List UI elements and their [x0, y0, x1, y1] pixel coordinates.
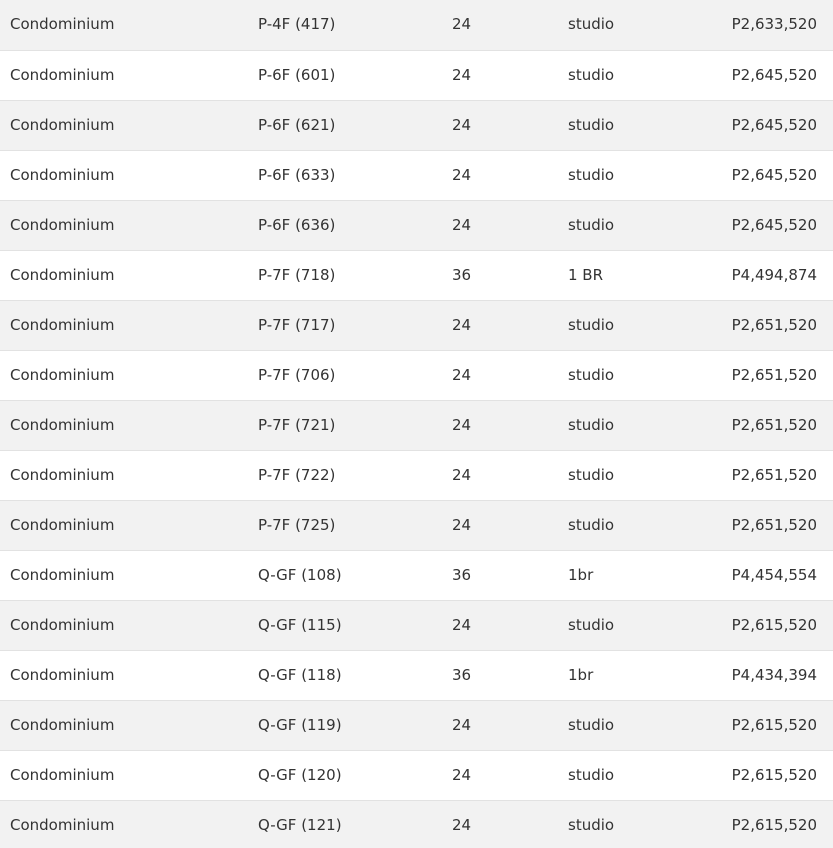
table-row: [0, 300, 833, 350]
price-cell: P2,651,520: [718, 500, 833, 550]
table-row: [0, 750, 833, 800]
property-type-cell: Condominium: [0, 800, 258, 848]
unit-layout-cell: 1br: [568, 550, 718, 600]
unit-cell: Q-GF (118): [258, 650, 452, 700]
price-cell: P2,645,520: [718, 50, 833, 100]
property-type-cell: Condominium: [0, 650, 258, 700]
price-cell: P2,633,520: [718, 0, 833, 50]
unit-layout-cell: studio: [568, 100, 718, 150]
unit-layout-cell: studio: [568, 750, 718, 800]
price-cell: P2,651,520: [718, 350, 833, 400]
table-row: [0, 350, 833, 400]
table-row: [0, 700, 833, 750]
unit-layout-cell: studio: [568, 350, 718, 400]
unit-cell: P-4F (417): [258, 0, 452, 50]
floor-area-cell: 24: [452, 300, 568, 350]
floor-area-cell: 24: [452, 700, 568, 750]
table-row: [0, 650, 833, 700]
floor-area-cell: 24: [452, 100, 568, 150]
price-cell: P2,651,520: [718, 300, 833, 350]
property-type-cell: Condominium: [0, 450, 258, 500]
table-row: [0, 100, 833, 150]
property-type-cell: Condominium: [0, 100, 258, 150]
table-row: [0, 250, 833, 300]
price-cell: P2,615,520: [718, 600, 833, 650]
property-type-cell: Condominium: [0, 300, 258, 350]
table-row: [0, 150, 833, 200]
unit-cell: Q-GF (115): [258, 600, 452, 650]
table-row: [0, 200, 833, 250]
floor-area-cell: 36: [452, 550, 568, 600]
property-type-cell: Condominium: [0, 700, 258, 750]
unit-cell: Q-GF (108): [258, 550, 452, 600]
floor-area-cell: 24: [452, 200, 568, 250]
floor-area-cell: 24: [452, 450, 568, 500]
floor-area-cell: 36: [452, 650, 568, 700]
unit-layout-cell: studio: [568, 50, 718, 100]
floor-area-cell: 24: [452, 750, 568, 800]
price-cell: P2,651,520: [718, 400, 833, 450]
price-cell: P4,494,874: [718, 250, 833, 300]
unit-cell: Q-GF (120): [258, 750, 452, 800]
table-row: [0, 400, 833, 450]
price-cell: P2,645,520: [718, 100, 833, 150]
unit-cell: P-7F (725): [258, 500, 452, 550]
property-type-cell: Condominium: [0, 50, 258, 100]
unit-cell: Q-GF (121): [258, 800, 452, 848]
unit-layout-cell: studio: [568, 450, 718, 500]
price-cell: P2,615,520: [718, 750, 833, 800]
price-cell: P2,645,520: [718, 200, 833, 250]
property-type-cell: Condominium: [0, 600, 258, 650]
table-row: [0, 450, 833, 500]
unit-layout-cell: studio: [568, 300, 718, 350]
unit-layout-cell: studio: [568, 200, 718, 250]
price-cell: P2,615,520: [718, 700, 833, 750]
property-type-cell: Condominium: [0, 150, 258, 200]
price-cell: P4,434,394: [718, 650, 833, 700]
property-type-cell: Condominium: [0, 200, 258, 250]
unit-layout-cell: studio: [568, 0, 718, 50]
table-row: [0, 800, 833, 848]
table-row: [0, 550, 833, 600]
price-cell: P4,454,554: [718, 550, 833, 600]
unit-layout-cell: studio: [568, 700, 718, 750]
price-cell: P2,651,520: [718, 450, 833, 500]
floor-area-cell: 24: [452, 500, 568, 550]
unit-layout-cell: 1br: [568, 650, 718, 700]
unit-cell: Q-GF (119): [258, 700, 452, 750]
table-row: [0, 0, 833, 50]
price-cell: P2,645,520: [718, 150, 833, 200]
floor-area-cell: 24: [452, 150, 568, 200]
unit-cell: P-7F (722): [258, 450, 452, 500]
unit-layout-cell: studio: [568, 400, 718, 450]
unit-layout-cell: 1 BR: [568, 250, 718, 300]
table-row: [0, 500, 833, 550]
unit-layout-cell: studio: [568, 500, 718, 550]
unit-cell: P-7F (717): [258, 300, 452, 350]
unit-layout-cell: studio: [568, 800, 718, 848]
floor-area-cell: 24: [452, 50, 568, 100]
floor-area-cell: 24: [452, 600, 568, 650]
property-type-cell: Condominium: [0, 400, 258, 450]
property-type-cell: Condominium: [0, 350, 258, 400]
property-type-cell: Condominium: [0, 250, 258, 300]
unit-cell: P-6F (601): [258, 50, 452, 100]
unit-layout-cell: studio: [568, 150, 718, 200]
property-type-cell: Condominium: [0, 0, 258, 50]
unit-cell: P-6F (633): [258, 150, 452, 200]
table-row: [0, 600, 833, 650]
property-type-cell: Condominium: [0, 500, 258, 550]
unit-cell: P-6F (621): [258, 100, 452, 150]
property-type-cell: Condominium: [0, 550, 258, 600]
floor-area-cell: 36: [452, 250, 568, 300]
floor-area-cell: 24: [452, 400, 568, 450]
floor-area-cell: 24: [452, 0, 568, 50]
table-row: [0, 50, 833, 100]
unit-cell: P-7F (721): [258, 400, 452, 450]
price-cell: P2,615,520: [718, 800, 833, 848]
unit-cell: P-6F (636): [258, 200, 452, 250]
floor-area-cell: 24: [452, 350, 568, 400]
floor-area-cell: 24: [452, 800, 568, 848]
unit-layout-cell: studio: [568, 600, 718, 650]
unit-cell: P-7F (718): [258, 250, 452, 300]
property-type-cell: Condominium: [0, 750, 258, 800]
unit-cell: P-7F (706): [258, 350, 452, 400]
